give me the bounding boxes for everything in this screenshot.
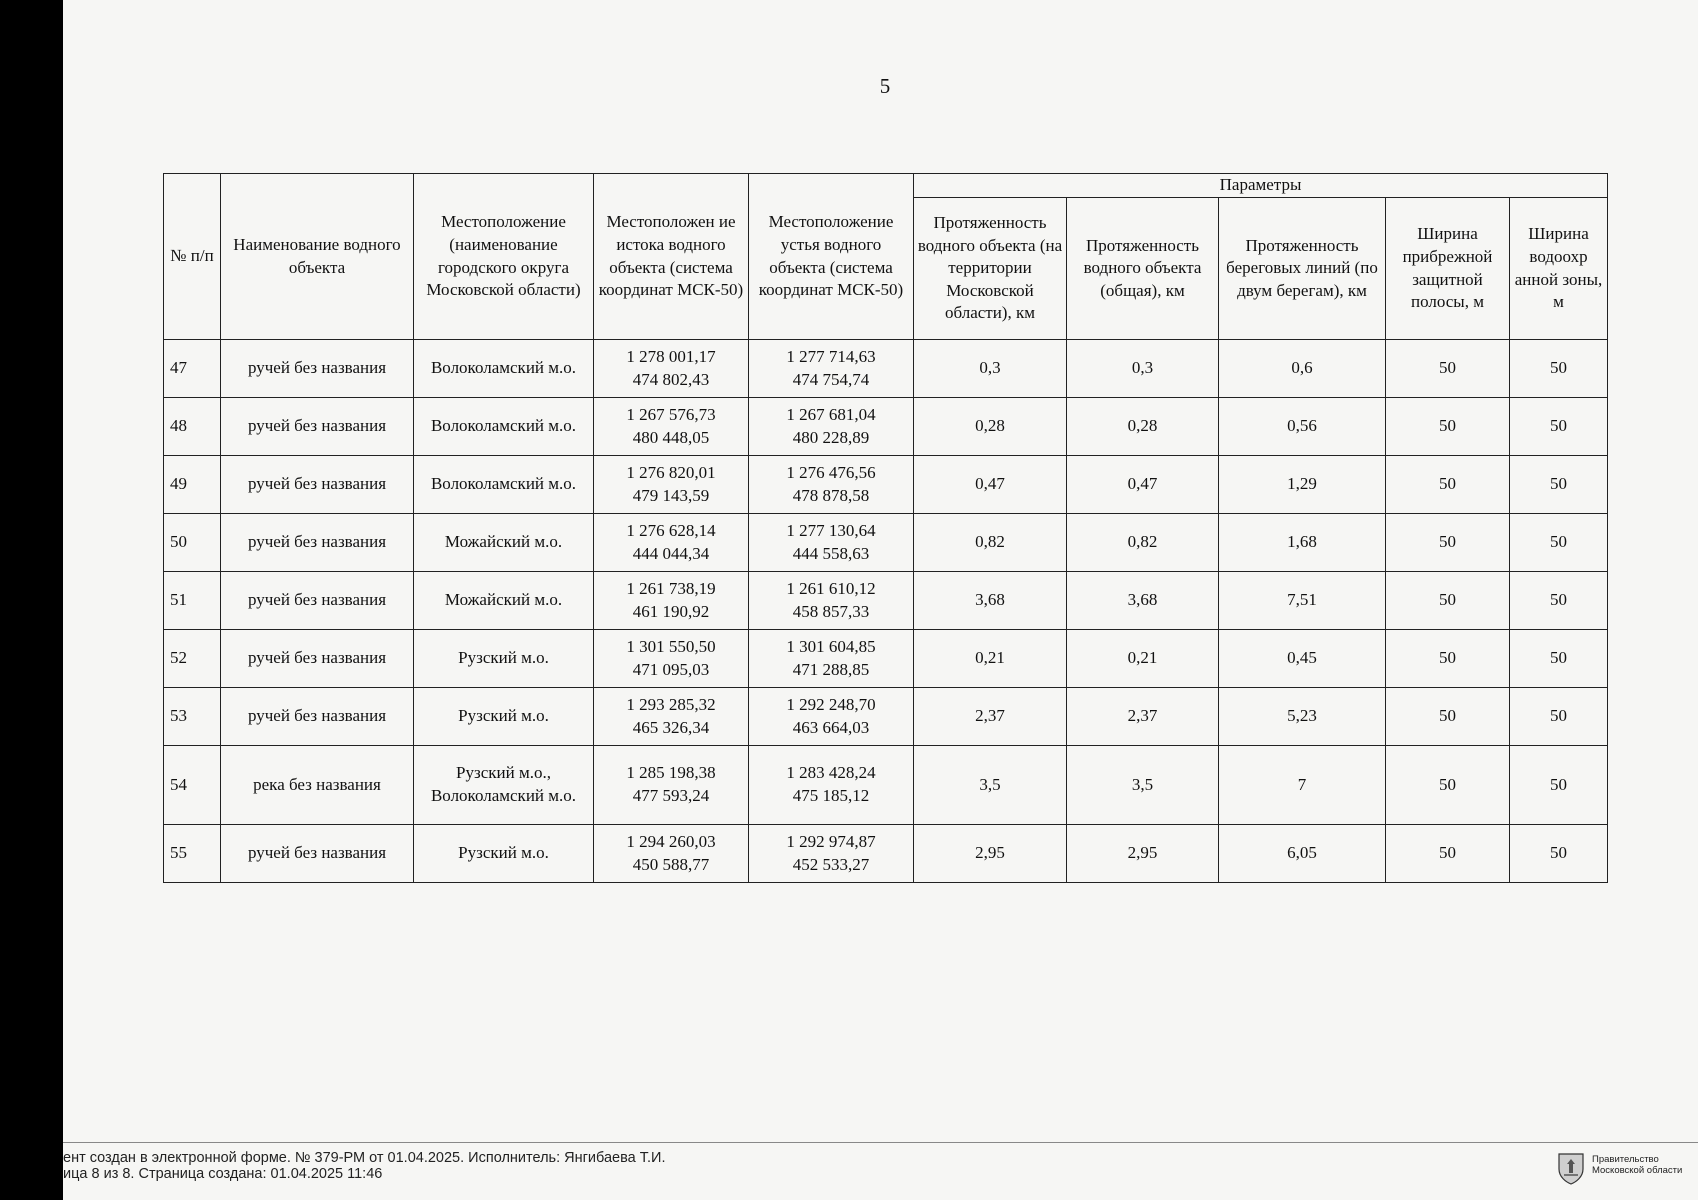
source-x: 1 293 285,32 (626, 694, 716, 714)
header-mouth: Местоположение устья водного объекта (система координат МСК-50) (749, 174, 914, 340)
row-coastal-strip: 50 (1386, 746, 1510, 825)
row-location: Можайский м.о. (414, 514, 594, 572)
source-x: 1 261 738,19 (626, 578, 716, 598)
row-num: 54 (164, 746, 221, 825)
row-location: Рузский м.о., Волоколамский м.о. (414, 746, 594, 825)
row-length-mo: 2,37 (914, 688, 1067, 746)
row-length-mo: 0,3 (914, 340, 1067, 398)
row-length-mo: 0,21 (914, 630, 1067, 688)
row-num: 55 (164, 825, 221, 883)
header-num: № п/п (164, 174, 221, 340)
row-source (594, 630, 749, 688)
row-mouth (749, 340, 914, 398)
row-protection-zone: 50 (1510, 825, 1608, 883)
mouth-x: 1 277 130,64 (786, 520, 876, 540)
row-mouth (749, 825, 914, 883)
row-shoreline: 0,6 (1219, 340, 1386, 398)
row-name: ручей без названия (221, 825, 414, 883)
row-shoreline: 6,05 (1219, 825, 1386, 883)
footer-org-line-2: Московской области (1592, 1165, 1683, 1176)
row-length-total: 3,5 (1067, 746, 1219, 825)
mouth-x: 1 301 604,85 (786, 636, 876, 656)
table-row (164, 456, 1608, 514)
row-coastal-strip: 50 (1386, 340, 1510, 398)
row-name: ручей без названия (221, 688, 414, 746)
row-coastal-strip: 50 (1386, 398, 1510, 456)
row-length-total: 3,68 (1067, 572, 1219, 630)
table-row (164, 825, 1608, 883)
table-row (164, 630, 1608, 688)
header-length-total: Протяженность водного объекта (общая), км (1067, 198, 1219, 340)
row-shoreline: 0,45 (1219, 630, 1386, 688)
row-protection-zone: 50 (1510, 630, 1608, 688)
footer-divider (63, 1142, 1698, 1143)
row-mouth (749, 688, 914, 746)
mouth-y: 475 185,12 (792, 786, 870, 805)
row-protection-zone: 50 (1510, 688, 1608, 746)
row-name: река без названия (221, 746, 414, 825)
row-shoreline: 7,51 (1219, 572, 1386, 630)
row-shoreline: 7 (1219, 746, 1386, 825)
row-source (594, 340, 749, 398)
source-y: 474 802,43 (632, 369, 710, 389)
row-mouth (749, 514, 914, 572)
footer-org-line-1: Правительство (1592, 1154, 1659, 1165)
row-location: Волоколамский м.о. (414, 340, 594, 398)
source-y: 465 326,34 (632, 717, 710, 737)
row-length-mo: 3,5 (914, 746, 1067, 825)
row-location: Рузский м.о. (414, 630, 594, 688)
header-protection-zone: Ширина водоохр анной зоны, м (1510, 198, 1608, 340)
mouth-x: 1 261 610,12 (786, 578, 876, 598)
source-x: 1 285 198,38 (626, 763, 716, 783)
footer-line-2: ица 8 из 8. Страница создана: 01.04.2025 11:46 (63, 1166, 383, 1182)
row-length-mo: 0,82 (914, 514, 1067, 572)
row-shoreline: 5,23 (1219, 688, 1386, 746)
row-shoreline: 1,68 (1219, 514, 1386, 572)
row-coastal-strip: 50 (1386, 456, 1510, 514)
row-num: 53 (164, 688, 221, 746)
source-y: 479 143,59 (632, 485, 710, 505)
row-mouth (749, 630, 914, 688)
row-name: ручей без названия (221, 340, 414, 398)
header-parameters: Параметры (914, 174, 1608, 198)
footer-signature (63, 1150, 665, 1182)
row-length-total: 0,21 (1067, 630, 1219, 688)
mouth-y: 478 878,58 (792, 485, 870, 505)
page-number: 5 (879, 74, 891, 98)
row-protection-zone: 50 (1510, 456, 1608, 514)
mouth-y: 452 533,27 (792, 854, 870, 874)
mouth-y: 444 558,63 (792, 543, 870, 563)
source-x: 1 276 820,01 (626, 462, 716, 482)
header-coastal-strip: Ширина прибрежной защитной полосы, м (1386, 198, 1510, 340)
header-location: Местоположение (наименование городского округа Московской области) (414, 174, 594, 340)
row-length-total: 0,3 (1067, 340, 1219, 398)
row-location: Волоколамский м.о. (414, 398, 594, 456)
mouth-x: 1 283 428,24 (786, 763, 876, 783)
row-name: ручей без названия (221, 398, 414, 456)
source-y: 450 588,77 (632, 854, 710, 874)
row-location: Можайский м.о. (414, 572, 594, 630)
source-x: 1 267 576,73 (626, 404, 716, 424)
row-name: ручей без названия (221, 456, 414, 514)
row-num: 48 (164, 398, 221, 456)
source-x: 1 294 260,03 (626, 831, 716, 851)
row-source (594, 572, 749, 630)
row-protection-zone: 50 (1510, 572, 1608, 630)
source-y: 471 095,03 (632, 659, 710, 679)
header-shoreline: Протяженность береговых линий (по двум берегам), км (1219, 198, 1386, 340)
row-mouth (749, 398, 914, 456)
row-name: ручей без названия (221, 572, 414, 630)
row-protection-zone: 50 (1510, 398, 1608, 456)
row-location: Рузский м.о. (414, 825, 594, 883)
mouth-x: 1 292 248,70 (786, 694, 876, 714)
row-protection-zone: 50 (1510, 746, 1608, 825)
row-source (594, 688, 749, 746)
mouth-x: 1 292 974,87 (786, 831, 876, 851)
row-shoreline: 0,56 (1219, 398, 1386, 456)
footer-line-1: ент создан в электронной форме. № 379-РМ от 01.04.2025. Исполнитель: Янгибаева Т.И. (63, 1150, 666, 1166)
mouth-x: 1 276 476,56 (786, 462, 876, 482)
row-mouth (749, 456, 914, 514)
header-length-mo: Протяженность водного объекта (на территории Московской области), км (914, 198, 1067, 340)
source-y: 477 593,24 (632, 786, 710, 805)
water-objects-table (163, 173, 1608, 883)
row-mouth (749, 746, 914, 825)
row-protection-zone: 50 (1510, 340, 1608, 398)
row-num: 50 (164, 514, 221, 572)
row-length-mo: 2,95 (914, 825, 1067, 883)
row-source (594, 514, 749, 572)
mouth-y: 474 754,74 (792, 369, 870, 389)
row-length-total: 0,28 (1067, 398, 1219, 456)
header-source: Местоположен ие истока водного объекта (система координат МСК-50) (594, 174, 749, 340)
row-location: Рузский м.о. (414, 688, 594, 746)
source-y: 444 044,34 (632, 543, 710, 563)
row-protection-zone: 50 (1510, 514, 1608, 572)
row-source (594, 398, 749, 456)
row-num: 52 (164, 630, 221, 688)
source-x: 1 278 001,17 (626, 346, 716, 366)
row-num: 47 (164, 340, 221, 398)
row-length-total: 0,47 (1067, 456, 1219, 514)
row-name: ручей без названия (221, 514, 414, 572)
row-source (594, 456, 749, 514)
row-source (594, 825, 749, 883)
mouth-x: 1 267 681,04 (786, 404, 876, 424)
row-length-mo: 3,68 (914, 572, 1067, 630)
row-length-total: 2,37 (1067, 688, 1219, 746)
row-coastal-strip: 50 (1386, 688, 1510, 746)
row-coastal-strip: 50 (1386, 572, 1510, 630)
mouth-y: 463 664,03 (792, 717, 870, 737)
row-length-total: 0,82 (1067, 514, 1219, 572)
row-source (594, 746, 749, 825)
mouth-y: 480 228,89 (792, 427, 870, 447)
coat-of-arms-icon (1556, 1151, 1586, 1185)
row-coastal-strip: 50 (1386, 825, 1510, 883)
mouth-y: 471 288,85 (792, 659, 870, 679)
mouth-x: 1 277 714,63 (786, 346, 876, 366)
row-num: 51 (164, 572, 221, 630)
table-row (164, 398, 1608, 456)
table-row (164, 572, 1608, 630)
row-mouth (749, 572, 914, 630)
table-row (164, 746, 1608, 825)
row-length-mo: 0,28 (914, 398, 1067, 456)
footer-org-name (1592, 1154, 1682, 1176)
source-x: 1 276 628,14 (626, 520, 716, 540)
row-length-mo: 0,47 (914, 456, 1067, 514)
row-num: 49 (164, 456, 221, 514)
mouth-y: 458 857,33 (792, 601, 870, 621)
row-name: ручей без названия (221, 630, 414, 688)
row-coastal-strip: 50 (1386, 630, 1510, 688)
header-name: Наименование водного объекта (221, 174, 414, 340)
table-row (164, 340, 1608, 398)
source-y: 480 448,05 (632, 427, 710, 447)
source-x: 1 301 550,50 (626, 636, 716, 656)
row-shoreline: 1,29 (1219, 456, 1386, 514)
scan-left-margin (0, 0, 63, 1200)
row-length-total: 2,95 (1067, 825, 1219, 883)
source-y: 461 190,92 (632, 601, 710, 621)
row-location: Волоколамский м.о. (414, 456, 594, 514)
table-row (164, 688, 1608, 746)
row-coastal-strip: 50 (1386, 514, 1510, 572)
table-row (164, 514, 1608, 572)
